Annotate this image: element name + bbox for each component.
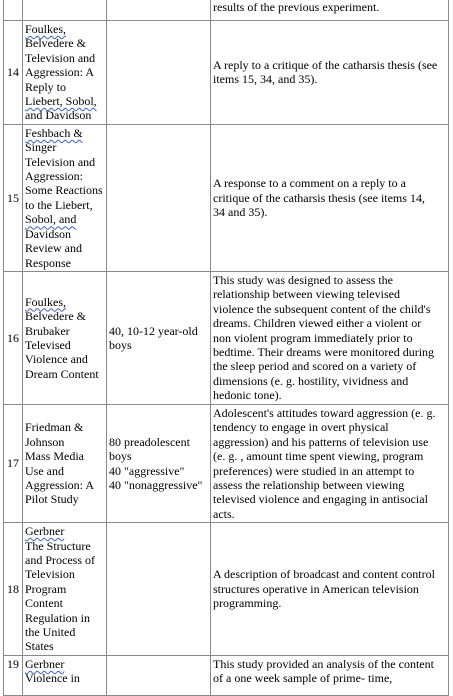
sample-cell [107,0,211,21]
table-row [4,404,449,522]
row-number: 16 [4,271,23,404]
description-cell: A reply to a critique of the catharsis thesis (see items 15, 34, and 35). [211,21,449,125]
description-cell [211,0,449,21]
title-cell [23,0,107,21]
description-text: results of the previous experiment. [213,0,380,14]
row-number: 19 [4,655,23,695]
description-cell: This study provided an analysis of the content of a one week sample of prime- time, [211,655,449,695]
title-cell: Friedman & Johnson Mass Media Use and Aggression: A Pilot Study [23,404,107,522]
table-row [4,655,449,695]
table-row [4,124,449,271]
sample-cell [107,523,211,656]
row-number: 15 [4,124,23,271]
sample-cell: 40, 10-12 year-old boys [107,271,211,404]
table-row [4,523,449,656]
title-cell: Feshbach & Singer Television and Aggression: Some Reactions to the Liebert, Sobol, and Davidson Review and Response [23,124,107,271]
sample-cell: 80 preadolescent boys 40 "aggressive" 40 "nonaggressive" [107,404,211,522]
title-cell: Foulkes, Belvedere & Television and Aggression: A Reply to Liebert, Sobol, and Davidson [23,21,107,125]
table-row [4,271,449,404]
description-cell: A description of broadcast and content control structures operative in American television programming. [211,523,449,656]
description-cell: Adolescent's attitudes toward aggression (e. g. tendency to engage in overt physical aggression) and his patterns of television use (e. g. , amount time spent viewing, program preferences) were studied in an attempt to assess the relationship between viewing televised violence and engaging in antisocial acts. [211,404,449,522]
title-cell: Gerbner The Structure and Process of Television Program Content Regulation in the United States [23,523,107,656]
sample-cell [107,21,211,125]
description-cell: This study was designed to assess the relationship between viewing televised violence the subsequent content of the child's dreams. Children viewed either a violent or non violent program immediately prior to bedtime. Their dreams were monitored during the sleep period and scored on a variety of dimensions (e. g. hostility, vividness and hedonic tone). [211,271,449,404]
table-row [4,0,449,21]
row-number: 18 [4,523,23,656]
description-cell: A response to a comment on a reply to a critique of the catharsis thesis (see items 14, 34 and 35). [211,124,449,271]
title-cell: Foulkes, Belvedere & Brubaker Televised Violence and Dream Content [23,271,107,404]
bibliography-table [3,0,449,696]
sample-cell [107,124,211,271]
sample-cell [107,655,211,695]
table-row [4,21,449,125]
title-cell: Gerbner Violence in [23,655,107,695]
row-number [4,0,23,21]
row-number: 14 [4,21,23,125]
row-number: 17 [4,404,23,522]
